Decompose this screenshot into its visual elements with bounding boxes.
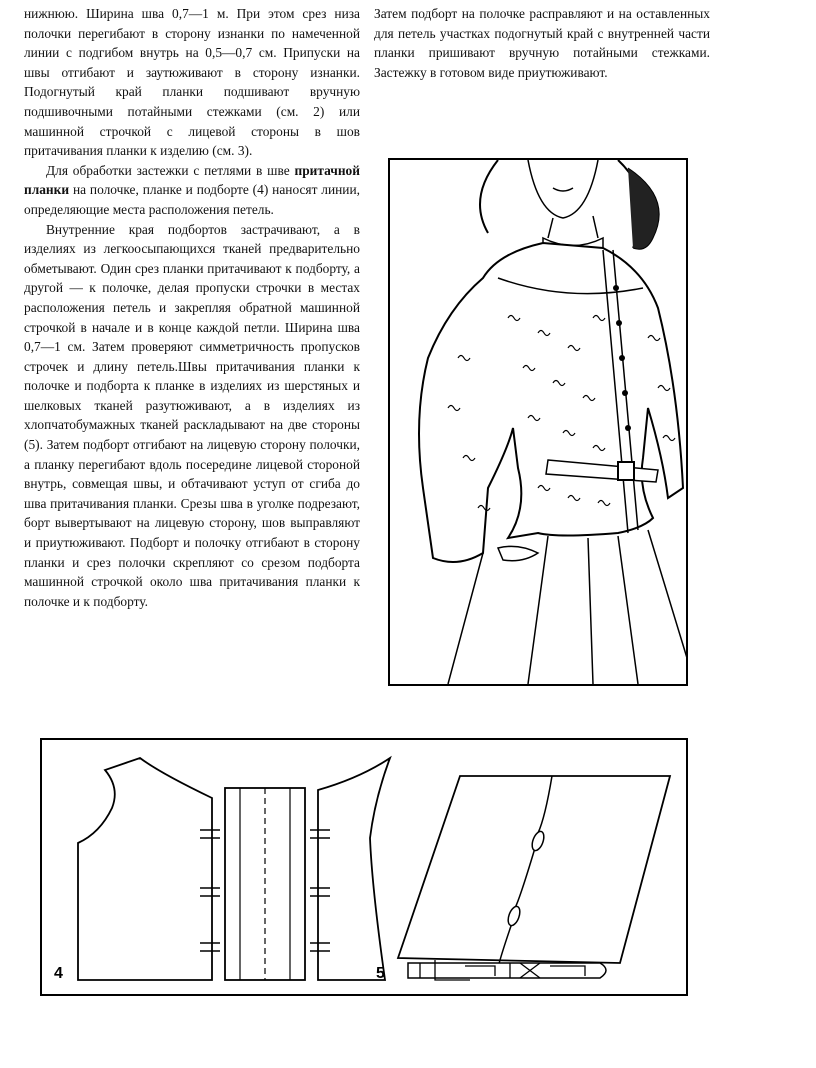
paragraph-2 <box>24 161 360 220</box>
left-text-column <box>24 4 360 611</box>
right-text-column <box>374 4 710 82</box>
paragraph-2-start: Для обработки застежки с петлями в шве <box>46 162 290 178</box>
paragraph-1: нижнюю. Ширина шва 0,7—1 м. При этом срез низа полочки перегибают в сторону изнанки по намеченной линии с подгибом внутрь на 0,5—0,7 см. Припуски на швы отгибают и заутюживают в сторону изнанки. Подогнутый край планки подшивают вручную подшивочными потайными стежками (см. 2) или машинной строчкой с лицевой стороны в шов притачивания планки к изделию (см. 3). <box>24 6 360 159</box>
figure-4-label: 4 <box>54 965 63 982</box>
paragraph-2-term: притачной планки <box>24 162 360 198</box>
paragraph-3: Внутренние края подбортов застрачивают, а в изделиях из легкоосыпающихся тканей предварительно обметывают. Один срез планки притачивают к подборту, а другой — к полочке, делая пропуски строчки в местах расположения петель и закрепляя обратной машинной строчкой в начале и в конце каждой петли. Ширина шва 0,7—1 см. Затем проверяют симметричность пропусков строчек и длину петель.Швы притачивания планки к полочке и подборта к планке в изделиях из шерстяных и шелковых тканей разутюживают, а в изделиях из хлопчатобумажных тканей раскладывают на две стороны (5). Затем подборт отгибают на лицевую сторону полочки, а планку перегибают вдоль посередине лицевой стороной внутрь, совмещая швы, и обтачивают уступ от сгиба до шва притачивания планки. Срезы шва в уголке подрезают, борт вывертывают на лицевую сторону, шов выправляют и приутюживают. Подборт и полочку отгибают в сторону планки и срез полочки скрепляют со срезом подборта машинной строчкой около шва притачивания планки к полочке и к подборту. <box>24 221 360 609</box>
blouse-illustration <box>388 158 688 686</box>
figure-5-label: 5 <box>376 965 385 982</box>
pattern-figures <box>40 738 688 996</box>
paragraph-right-1: Затем подборт на полочке расправляют и на оставленных для петель участках подогнутый край с внутренней части планки пришивают вручную потайными стежками. Застежку в готовом виде приутюживают. <box>374 6 710 80</box>
paragraph-2-rest: на полочке, планке и подборте (4) наносят линии, определяющие места расположения петель. <box>24 182 360 217</box>
